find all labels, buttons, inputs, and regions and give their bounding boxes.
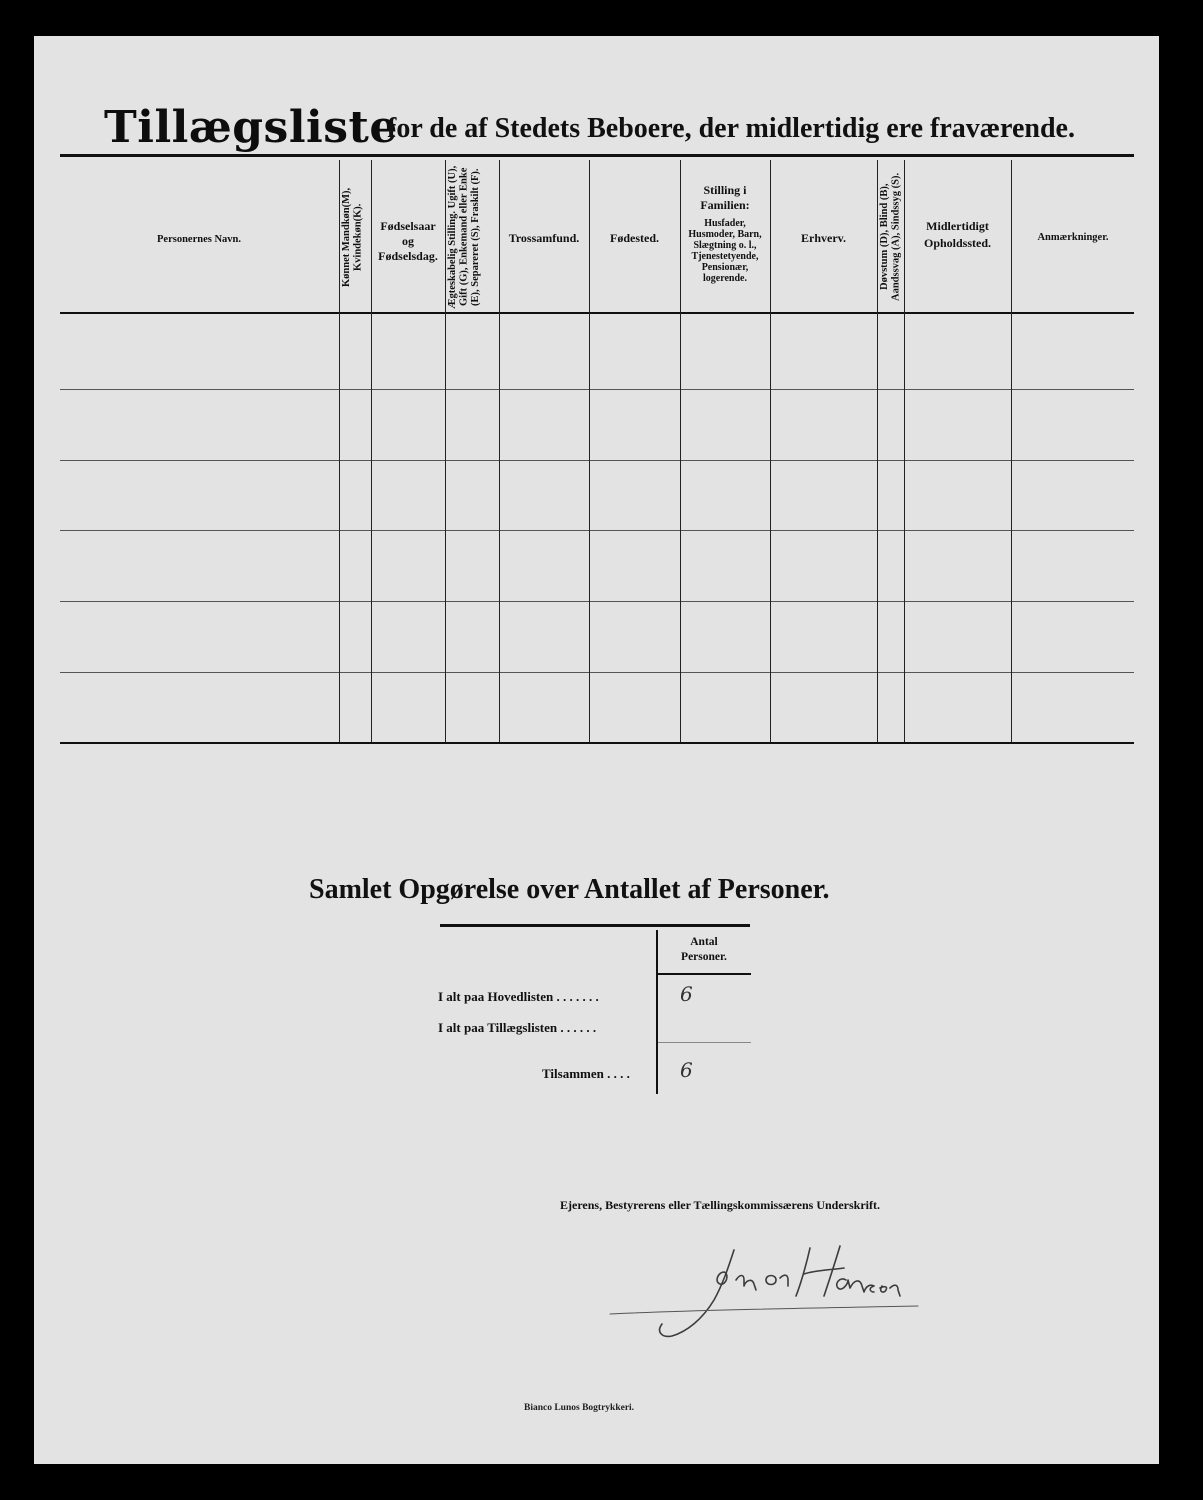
header-family-desc: Husfader, Husmoder, Barn, Slægtning o. l., Tjenestetyende, Pensionær, logerende. [688,218,762,284]
summary-count-header-line2: Personer. [681,951,727,963]
column-divider [499,160,500,742]
row-divider [60,460,1134,461]
column-divider [371,160,372,742]
header-family-line2: Familien: [700,198,750,212]
row-divider [60,389,1134,390]
title-main: Tillægsliste [104,102,398,153]
header-birth-line3: Fødselsdag. [378,249,438,263]
table-bottom-rule [60,742,1134,744]
title-rest-text: for de af Stedets Beboere, der midlertidig ere [387,113,924,144]
summary-vertical-rule [656,930,658,1094]
summary-row-main-label: I alt paa Hovedlisten . . . . . . . [438,989,599,1004]
column-divider [339,160,340,742]
summary-title: Samlet Opgørelse over Antallet af Personer. [309,874,830,905]
table-top-rule [60,154,1134,157]
header-birth-line1: Fødselsaar [380,219,436,233]
printer-imprint: Bianco Lunos Bogtrykkeri. [524,1403,635,1413]
handwritten-signature [574,1236,934,1346]
column-divider [589,160,590,742]
header-disability: Døvstum (D), Blind (B), Aandssvag (A), Sindssyg (S). [879,172,902,302]
column-divider [445,160,446,742]
summary-row-supplement-label: I alt paa Tillægslisten . . . . . . [438,1020,597,1035]
column-divider [877,160,878,742]
row-divider [60,530,1134,531]
header-birth [373,220,443,263]
header-birthplace: Fødested. [610,231,659,245]
summary-row-main-value: 6 [680,982,693,1006]
column-divider [904,160,905,742]
header-remarks: Anmærkninger. [1037,232,1109,243]
summary-row-total-value: 6 [680,1058,693,1082]
signature-caption: Ejerens, Bestyrerens eller Tællingskommissærens Underskrift. [560,1198,880,1212]
summary-row-total-label: Tilsammen . . . . [542,1066,630,1081]
summary-count-header-rule [658,973,751,975]
row-divider [60,672,1134,673]
header-residence [906,220,1009,250]
summary-count-header [664,936,744,963]
header-residence-line2: Opholdssted. [923,236,992,250]
summary-count-header-line1: Antal [690,936,718,948]
header-occupation: Erhverv. [801,231,846,245]
census-form-page [34,36,1159,1464]
header-sex: Kønnet Mandkøn(M), Kvindekøn(K). [341,187,364,287]
column-divider [680,160,681,742]
title-subtitle [387,113,1075,145]
column-divider [1011,160,1012,742]
header-birth-line2: og [402,234,414,248]
header-bottom-rule [60,312,1134,314]
header-names: Personernes Navn. [157,234,241,245]
header-residence-line1: Midlertidigt [926,219,989,233]
form-title [104,102,1104,162]
summary-subtotal-rule [658,1042,751,1043]
row-divider [60,601,1134,602]
header-marital: Ægteskabelig Stilling. Ugift (U), Gift (G), Enkemand eller Enke (E), Separeret (S), Fraskilt (F). [447,165,481,309]
column-divider [770,160,771,742]
title-emphasis: fraværende. [930,113,1075,144]
header-religion: Trossamfund. [508,231,580,245]
summary-top-rule [440,924,750,927]
header-family [682,184,768,284]
header-family-line1: Stilling i [703,183,747,197]
